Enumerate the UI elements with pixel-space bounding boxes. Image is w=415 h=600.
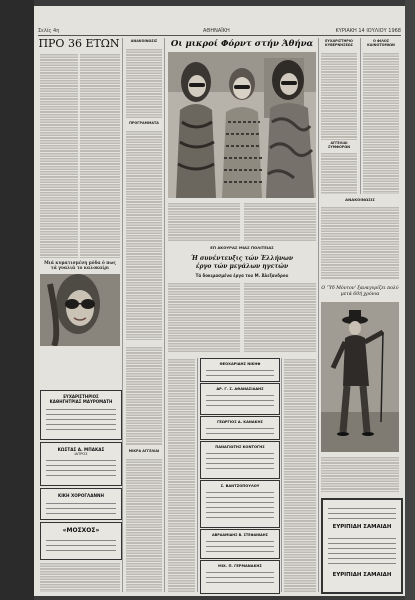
right-text-5 — [321, 456, 399, 492]
scanner-right-edge — [405, 0, 415, 600]
centre-text-3 — [168, 282, 240, 352]
left-headline: ΠΡΟ 36 ΕΤΩΝ — [38, 37, 120, 50]
column-rule-5 — [318, 38, 319, 592]
sub-headline-2: έργο τών μεγάλων ηγετών — [195, 263, 289, 270]
col2-text-2 — [126, 130, 162, 340]
right-heading-4: ΑΝΑΚΟΙΝΩΣΙΣ — [345, 197, 375, 202]
centre-narrow-text — [168, 358, 195, 592]
centre-text-4 — [244, 282, 316, 352]
column-rule-2 — [164, 38, 165, 592]
right-photo-headline: Ο 'Ύδ Μόντον' ξαναγυρίζει πολύ μετά 60ή χρόνια — [321, 286, 399, 297]
right-text-4 — [321, 206, 399, 280]
ad-moschos: «ΜΟΣΧΟΣ» — [40, 522, 122, 560]
scanner-left-edge — [0, 0, 34, 600]
column-rule-3 — [197, 358, 198, 592]
centre-text-2 — [244, 202, 316, 242]
col2-heading-b: ΠΡΟΓΡΑΜΜΑΤΑ — [129, 121, 159, 125]
col2-heading-c: ΜΙΚΡΑ ΑΓΓΕΛΙΑΙ — [128, 449, 160, 453]
col2-text-4 — [126, 458, 162, 592]
ad-stefanidis: ΑΒΡΑΑΜΙΔΗΣ Β. ΣΤΕΦΑΝΙΔΗΣ — [200, 529, 280, 559]
centre-text-1 — [168, 202, 240, 242]
ad-kontogis: ΠΑΝΑΓΙΩΤΗΣ ΚΟΝΤΟΓΗΣ — [200, 441, 280, 479]
right-heading-2: Ο ΦΙΛΟΣ ΚΑΙΝΟΤΟΜΙΩΝ — [367, 39, 395, 47]
ad-athanasiadis: ΔΡ. Γ. Σ. ΑΘΑΝΑΣΙΑΔΗΣ — [200, 383, 280, 415]
strip-heading: ΕΠ ΑΚΟΥΡΑΣ ΜΙΑΣ ΠΟΛΙΤΕΙΑΣ — [210, 245, 274, 250]
dancer-photo — [321, 302, 399, 452]
right-text-2 — [321, 152, 357, 194]
ad-samaidi: ΕΥΡΙΠΙΔΗ ΣΑΜΑΙΔΗ ΕΥΡΙΠΙΔΗ ΣΑΜΑΙΔΗ — [321, 498, 403, 594]
sunglasses-photo — [40, 274, 120, 346]
ad-mavromati: ΕΥΧΑΡΙΣΤΗΡΙΟΣ ΚΑΘΗΓΗΤΡΙΑΣ ΜΑΥΡΟΜΑΤΗ — [40, 390, 122, 440]
column-rule-1 — [122, 38, 123, 592]
issue-date: ΚΥΡΙΑΚΗ 14 ΙΟΥΛΙΟΥ 1968 — [335, 28, 401, 34]
ad-theocharidis: ΘΕΟΧΑΡΙΔΗΣ ΝΙΚΗΦ — [200, 358, 280, 382]
ad-choroglanni: ΚΙΚΗ ΧΟΡΟΓΛΑΝΝΗ — [40, 488, 122, 520]
ad-kanakis: ΓΕΩΡΓΙΟΣ Δ. ΚΑΝΑΚΗΣ — [200, 416, 280, 440]
fashion-photo — [168, 52, 316, 198]
left-bottom-text — [40, 562, 120, 592]
column-rule-6 — [360, 38, 361, 194]
col2-text-3 — [126, 346, 162, 446]
sub-headline-1: Ή συνέντευξις τών Έλλήνων — [190, 255, 293, 262]
right-heading-3: ΑΓΓΕΛΙΑΙ ΣΥΜΦΟΡΩΝ — [327, 141, 351, 149]
col2-heading: ΑΝΑΚΟΙΝΩΣΙΣ — [130, 39, 158, 43]
sub-headline-3: Τά δοκιμασμένα έργα του Μ. Άλεξανδρου — [195, 273, 289, 278]
page-number: Σελίς 4η — [38, 28, 60, 34]
left-article-text — [40, 53, 78, 258]
header-rule — [38, 35, 401, 36]
ad-vantzopoulou: Σ. ΒΑΝΤΖΟΠΟΥΛΟΥ — [200, 480, 280, 528]
left-article-text-2 — [80, 53, 120, 258]
centre-right-text — [284, 358, 316, 592]
column-rule-4 — [281, 358, 282, 592]
right-heading-1: ΕΥΧΑΡΙΣΤΗΡΙΟ ΚΥΒΕΡΝΗΣΕΩΣ — [325, 39, 353, 47]
left-photo-caption: Μιά κυματισμένη μόδα ό πως τά γυαλιά το καλοκαίρι — [44, 260, 116, 270]
main-headline: Οι μικροί Φόρντ στήν Άθήνα — [170, 39, 314, 49]
newspaper-page — [34, 6, 405, 596]
masthead: ΑΘΗΝΑΪΚΗ — [203, 28, 230, 34]
right-text-1 — [321, 52, 357, 140]
ad-germanakis: ΜΙΧ. Π. ΓΕΡΜΑΝΑΚΗΣ — [200, 560, 280, 594]
right-text-3 — [363, 52, 399, 194]
col2-text-1 — [126, 48, 162, 118]
ad-bakas: ΚΩΣΤΑΣ Α. ΜΠΑΚΑΣ ΙΑΤΡΟΣ — [40, 442, 122, 486]
